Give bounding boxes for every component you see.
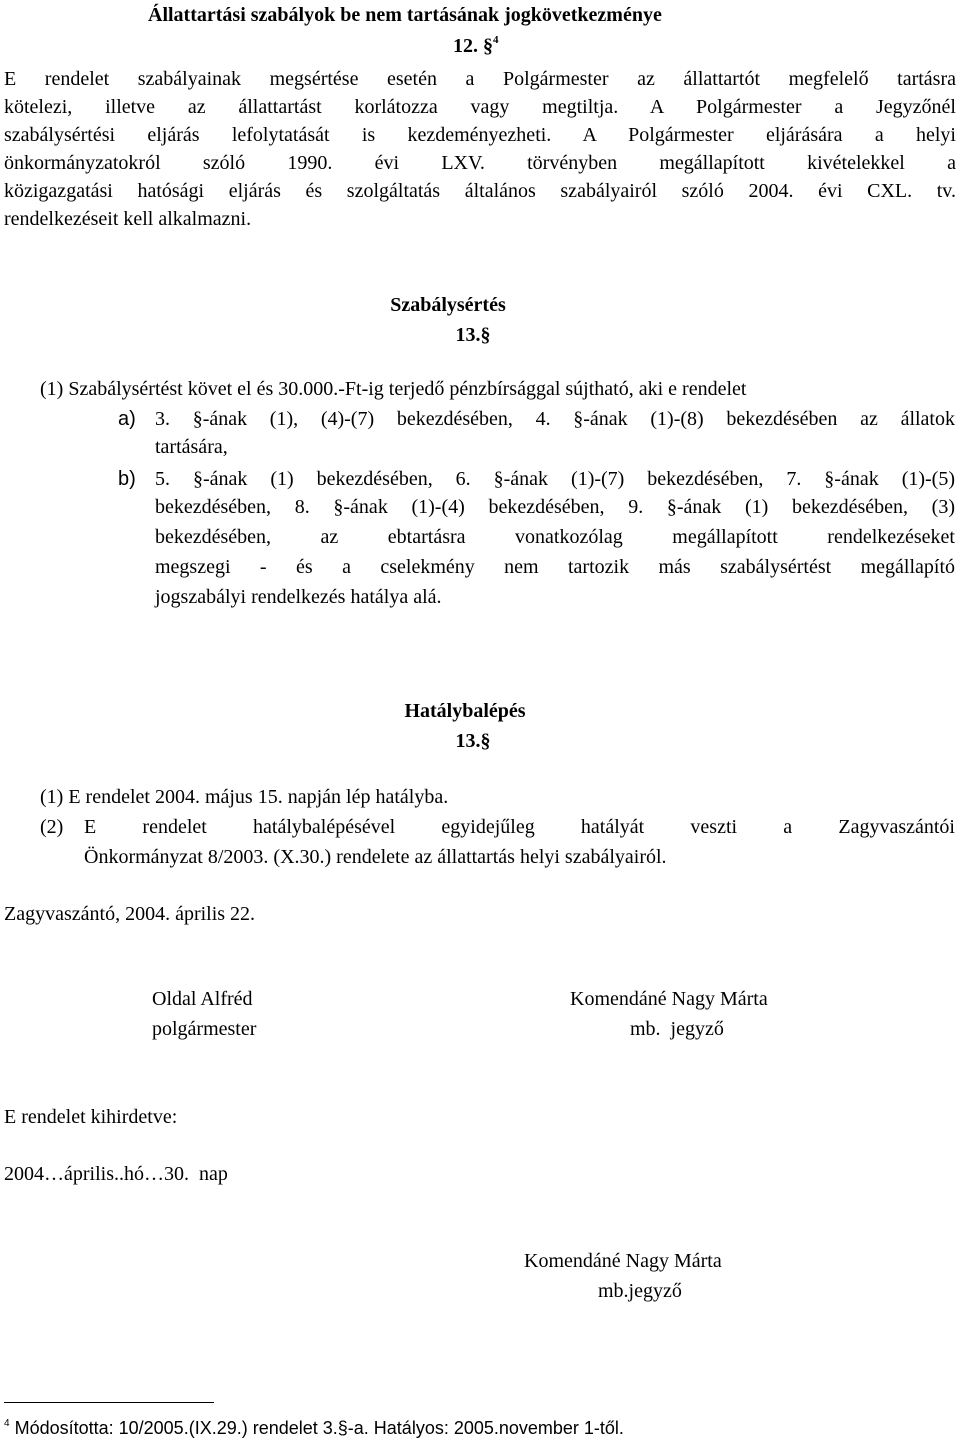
document-title: Állattartási szabályok be nem tartásának jogkövetkezménye (148, 4, 662, 26)
paragraph-12-line-2: kötelezi, illetve az állattartást korlátozza vagy megtiltja. A Polgármester a Jegyzőnél (4, 96, 956, 118)
paragraph-12-line-4: önkormányzatokról szóló 1990. évi LXV. törvényben megállapított kivételekkel a (4, 152, 956, 174)
item-a-line-1: 3. §-ának (1), (4)-(7) bekezdésében, 4. §-ának (1)-(8) bekezdésében az állatok (155, 408, 955, 430)
footnote (4, 1418, 624, 1439)
publication-date: 2004…április..hó…30. nap (4, 1163, 228, 1185)
footnote-divider (4, 1402, 214, 1403)
item-b-line-5: jogszabályi rendelkezés hatálya alá. (155, 586, 442, 608)
item-a-label: a) (118, 408, 136, 430)
paragraph-12-line-5: közigazgatási hatósági eljárás és szolgáltatás általános szabályairól szóló 2004. évi CXL. tv. (4, 180, 956, 202)
paragraph-12-line-3: szabálysértési eljárás lefolytatását is kezdeményezheti. A Polgármester eljárására a helyi (4, 124, 956, 146)
effect-item-2-label: (2) (40, 816, 64, 838)
signer-right-title: mb. jegyző (630, 1018, 724, 1040)
publication-signer-name: Komendáné Nagy Márta (524, 1250, 722, 1272)
section-12-label: 12. § (453, 35, 493, 57)
section-heading-hatalybalepes: Hatálybalépés (404, 700, 526, 722)
effect-item-2-line-1: E rendelet hatálybalépésével egyidejűleg hatályát veszti a Zagyvaszántói (84, 816, 955, 838)
offence-item-1: (1) Szabálysértést követ el és 30.000.-Ft-ig terjedő pénzbírsággal sújtható, aki e rendelet (40, 378, 747, 400)
signer-left-title: polgármester (152, 1018, 257, 1040)
section-12-number (453, 34, 499, 58)
footnote-ref-4: 4 (493, 34, 499, 46)
footnote-marker: 4 (4, 1418, 10, 1429)
effect-item-2-line-2: Önkormányzat 8/2003. (X.30.) rendelete az állattartás helyi szabályairól. (84, 846, 667, 868)
item-b-line-2: bekezdésében, 8. §-ának (1)-(4) bekezdésében, 9. §-ának (1) bekezdésében, (3) (155, 496, 955, 518)
footnote-text: Módosította: 10/2005.(IX.29.) rendelet 3.§-a. Hatályos: 2005.november 1-től. (14, 1418, 624, 1438)
item-b-line-1: 5. §-ának (1) bekezdésében, 6. §-ának (1)-(7) bekezdésében, 7. §-ának (1)-(5) (155, 468, 955, 490)
place-date: Zagyvaszántó, 2004. április 22. (4, 903, 256, 925)
signer-left-name: Oldal Alfréd (152, 988, 253, 1010)
publication-signer-title: mb.jegyző (598, 1280, 682, 1302)
item-b-line-4: megszegi - és a cselekmény nem tartozik más szabálysértést megállapító (155, 556, 955, 578)
section-13b-number: 13.§ (455, 730, 491, 752)
signer-right-name: Komendáné Nagy Márta (570, 988, 768, 1010)
section-heading-szabalysertes: Szabálysértés (390, 294, 506, 316)
item-a-line-2: tartására, (155, 436, 228, 458)
item-b-label: b) (118, 468, 136, 490)
paragraph-12-line-1: E rendelet szabályainak megsértése esetén a Polgármester az állattartót megfelelő tartásra (4, 68, 956, 90)
item-b-line-3: bekezdésében, az ebtartásra vonatkozólag megállapított rendelkezéseket (155, 526, 955, 548)
effect-item-1: (1) E rendelet 2004. május 15. napján lép hatályba. (40, 786, 449, 808)
publication-label: E rendelet kihirdetve: (4, 1106, 178, 1128)
section-13-number: 13.§ (455, 324, 491, 346)
paragraph-12-line-6: rendelkezéseit kell alkalmazni. (4, 208, 252, 230)
